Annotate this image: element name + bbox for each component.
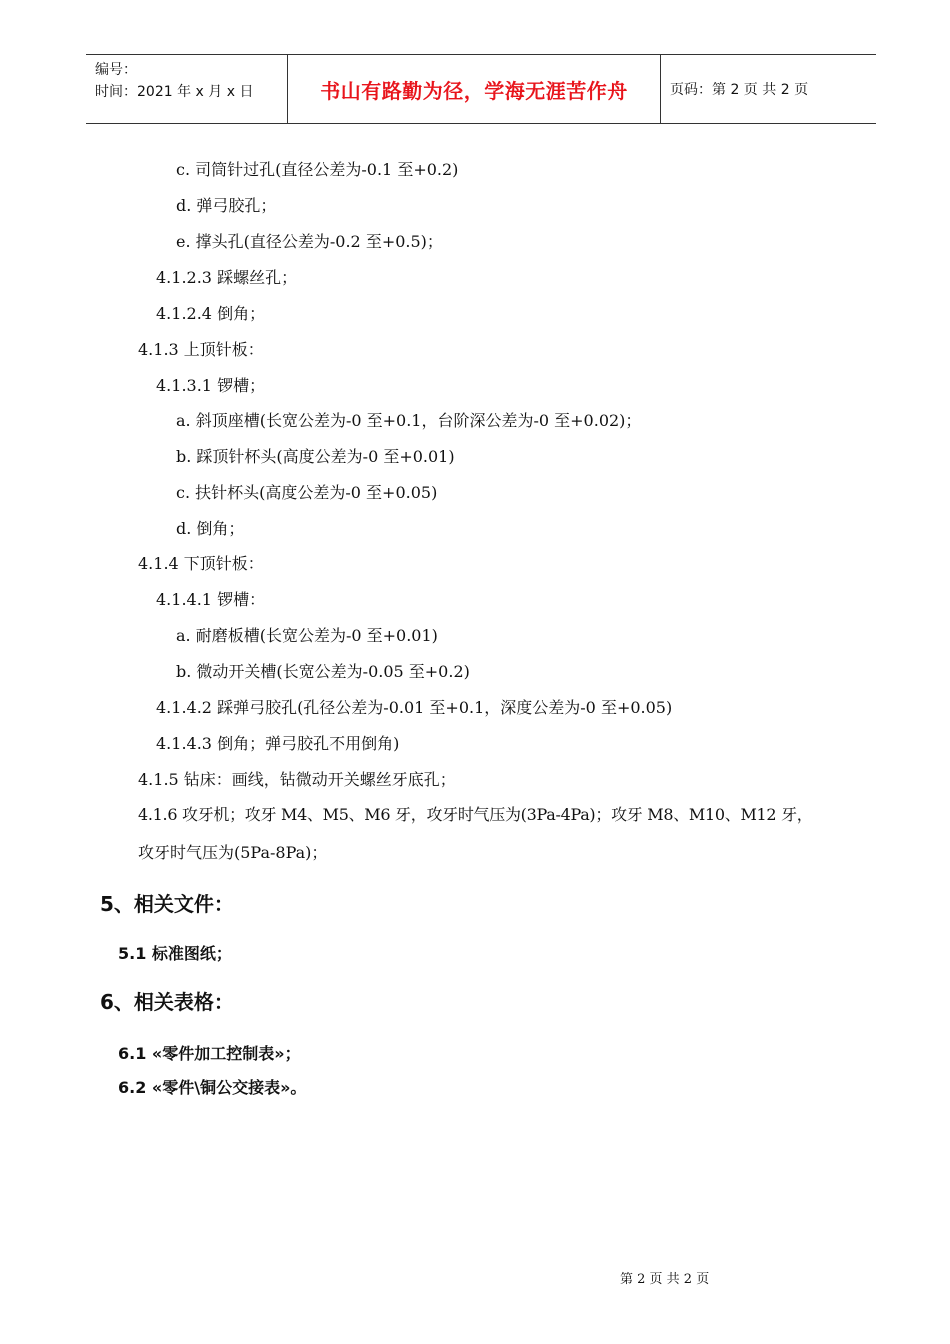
section-5-title: 5、相关文件：	[100, 892, 234, 916]
page-footer: 第 2 页 共 2 页	[620, 1272, 710, 1287]
section-6-title: 6、相关表格：	[100, 990, 234, 1014]
list-item: b. 微动开关槽(长宽公差为-0.05 至+0.2)	[176, 662, 470, 681]
list-item: 4.1.6 攻牙机；攻牙 M4、M5、M6 牙，攻牙时气压为(3Pa-4Pa)；攻牙 M8、M10、M12 牙，	[138, 805, 813, 824]
list-item: d. 弹弓胶孔；	[176, 196, 277, 215]
list-item: c. 扶针杯头(高度公差为-0 至+0.05)	[176, 483, 438, 502]
list-item: 4.1.2.3 踩螺丝孔；	[156, 268, 298, 287]
list-item: a. 耐磨板槽(长宽公差为-0 至+0.01)	[176, 626, 438, 645]
list-item: b. 踩顶针杯头(高度公差为-0 至+0.01)	[176, 447, 455, 466]
list-item: 4.1.4.3 倒角；弹弓胶孔不用倒角)	[156, 734, 400, 753]
section-5-item: 5.1 标准图纸；	[118, 944, 232, 963]
list-item: 4.1.3 上顶针板：	[138, 340, 264, 359]
list-item: c. 司筒针过孔(直径公差为-0.1 至+0.2)	[176, 160, 459, 179]
number-label: 编号：	[95, 62, 137, 78]
list-item: e. 撑头孔(直径公差为-0.2 至+0.5)；	[176, 232, 443, 251]
section-6-item: 6.1 «零件加工控制表»；	[118, 1044, 301, 1063]
section-6-item: 6.2 «零件\铜公交接表»。	[118, 1078, 307, 1097]
header-meta	[86, 55, 287, 123]
time-label: 时间：2021 年 x 月 x 日	[95, 84, 254, 100]
list-item: 攻牙时气压为(5Pa-8Pa)；	[138, 843, 328, 862]
list-item: 4.1.3.1 锣槽；	[156, 376, 266, 395]
list-item: 4.1.5 钻床：画线，钻微动开关螺丝牙底孔；	[138, 770, 456, 789]
list-item: 4.1.4.1 锣槽：	[156, 590, 266, 609]
header-page-info: 页码：第 2 页 共 2 页	[670, 82, 809, 98]
header-motto: 书山有路勤为径，学海无涯苦作舟	[287, 55, 661, 123]
list-item: 4.1.4 下顶针板：	[138, 554, 264, 573]
list-item: d. 倒角；	[176, 519, 245, 538]
list-item: 4.1.4.2 踩弹弓胶孔(孔径公差为-0.01 至+0.1，深度公差为-0 至+0.05)	[156, 698, 673, 717]
list-item: a. 斜顶座槽(长宽公差为-0 至+0.1，台阶深公差为-0 至+0.02)；	[176, 411, 642, 430]
page-header	[86, 54, 876, 124]
list-item: 4.1.2.4 倒角；	[156, 304, 266, 323]
